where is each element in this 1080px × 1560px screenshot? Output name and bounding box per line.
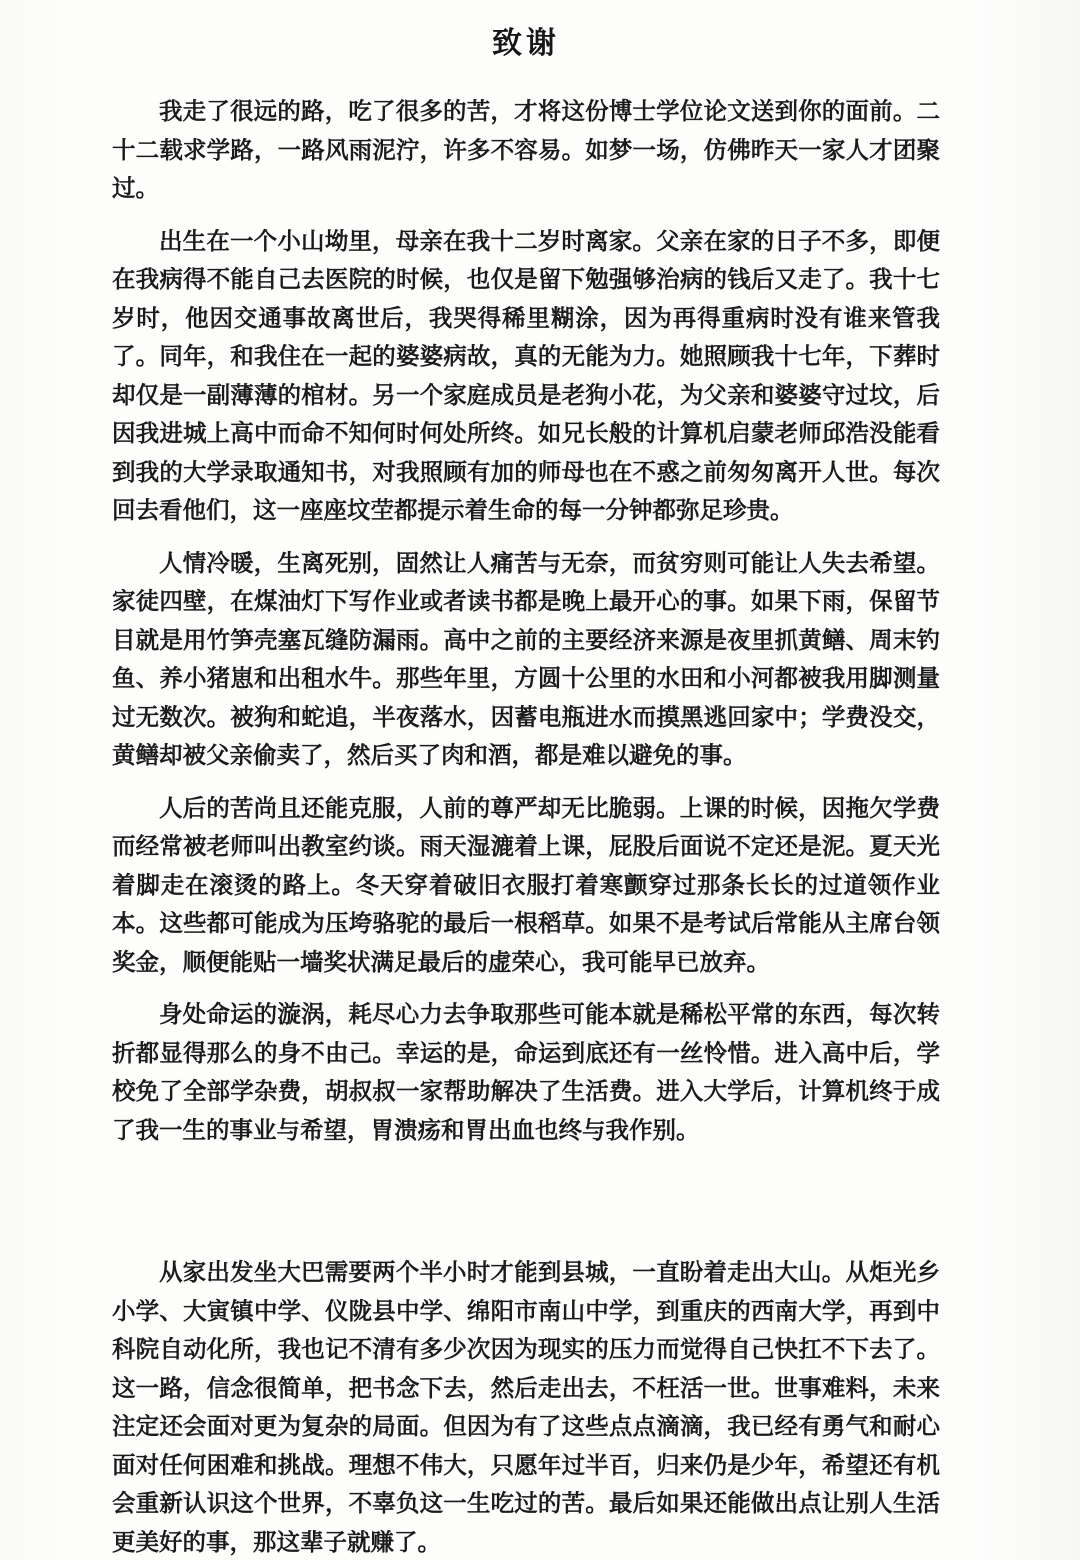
- paragraph-4: 人后的苦尚且还能克服，人前的尊严却无比脆弱。上课的时候，因拖欠学费而经常被老师叫出教室约谈。雨天湿漉着上课，屁股后面说不定还是泥。夏天光着脚走在滚烫的路上。冬天穿着破旧衣服打着寒颤穿过那条长长的过道领作业本。这些都可能成为压垮骆驼的最后一根稻草。如果不是考试后常能从主席台领奖金，顺便能贴一墙奖状满足最后的虚荣心，我可能早已放弃。: [112, 794, 940, 975]
- document-text-block: [112, 24, 940, 1560]
- paragraph-6: 从家出发坐大巴需要两个半小时才能到县城，一直盼着走出大山。从炬光乡小学、大寅镇中学、仪陇县中学、绵阳市南山中学，到重庆的西南大学，再到中科院自动化所，我也记不清有多少次因为现实的压力而觉得自己快扛不下去了。这一路，信念很简单，把书念下去，然后走出去，不枉活一世。世事难料，未来注定还会面对更为复杂的局面。但因为有了这些点点滴滴，我已经有勇气和耐心面对任何困难和挑战。理想不伟大，只愿年过半百，归来仍是少年，希望还有机会重新认识这个世界，不辜负这一生吃过的苦。最后如果还能做出点让别人生活更美好的事，那这辈子就赚了。: [112, 1259, 940, 1555]
- page-title: 致谢: [492, 27, 560, 60]
- paragraph-1: 我走了很远的路，吃了很多的苦，才将这份博士学位论文送到你的面前。二十二载求学路，一路风雨泥泞，许多不容易。如梦一场，仿佛昨天一家人才团聚过。: [112, 98, 940, 201]
- paragraph-5: 身处命运的漩涡，耗尽心力去争取那些可能本就是稀松平常的东西，每次转折都显得那么的身不由己。幸运的是，命运到底还有一丝怜惜。进入高中后，学校免了全部学杂费，胡叔叔一家帮助解决了生活费。进入大学后，计算机终于成了我一生的事业与希望，胃溃疡和胃出血也终与我作别。: [112, 1001, 940, 1143]
- paragraph-3: 人情冷暖，生离死别，固然让人痛苦与无奈，而贫穷则可能让人失去希望。家徒四壁，在煤油灯下写作业或者读书都是晚上最开心的事。如果下雨，保留节目就是用竹笋壳塞瓦缝防漏雨。高中之前的主要经济来源是夜里抓黄鳝、周末钓鱼、养小猪崽和出租水牛。那些年里，方圆十公里的水田和小河都被我用脚测量过无数次。被狗和蛇追，半夜落水，因蓄电瓶进水而摸黑逃回家中；学费没交，黄鳝却被父亲偷卖了，然后买了肉和酒，都是难以避免的事。: [112, 549, 940, 768]
- paragraph-2: 出生在一个小山坳里，母亲在我十二岁时离家。父亲在家的日子不多，即便在我病得不能自己去医院的时候，也仅是留下勉强够治病的钱后又走了。我十七岁时，他因交通事故离世后，我哭得稀里糊涂，因为再得重病时没有谁来管我了。同年，和我住在一起的婆婆病故，真的无能为力。她照顾我十七年，下葬时却仅是一副薄薄的棺材。另一个家庭成员是老狗小花，为父亲和婆婆守过坟，后因我进城上高中而命不知何时何处所终。如兄长般的计算机启蒙老师邱浩没能看到我的大学录取通知书，对我照顾有加的师母也在不惑之前匆匆离开人世。每次回去看他们，这一座座坟茔都提示着生命的每一分钟都弥足珍贵。: [112, 227, 940, 523]
